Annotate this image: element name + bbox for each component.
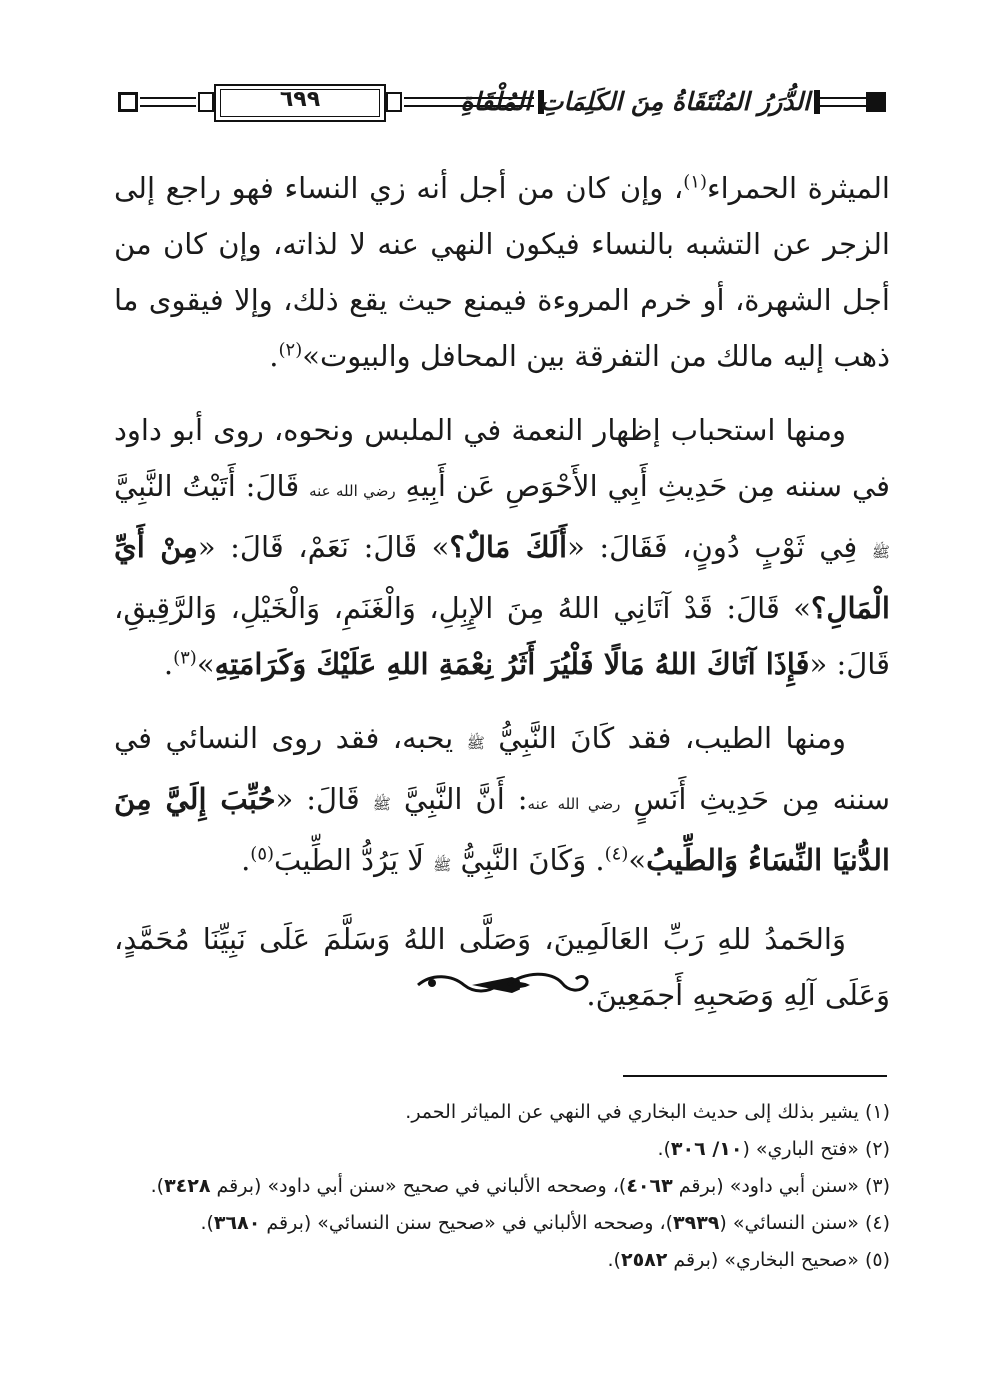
text-run: ومنها استحباب إظهار النعمة في الملبس ونحوه، روى أبو داود في سننه مِن حَدِيثِ أَبِي الأَحْوَصِ عَن أَبِيهِ (114, 413, 890, 503)
footnote-reference-number: ١٠/ ٣٠٦ (670, 1138, 743, 1160)
header-ornament-square-outline (118, 92, 138, 112)
footnote-text: ). (150, 1175, 165, 1197)
paragraph (114, 160, 890, 384)
paragraph (114, 710, 890, 893)
footnote-reference-number: ٣٩٣٩ (673, 1212, 720, 1234)
footnote-number: (٤) (864, 1212, 890, 1234)
page-header (114, 80, 890, 126)
footnote-ref[interactable]: (٤) (604, 843, 629, 865)
text-run: » قَالَ: قَدْ آتَانِي اللهُ مِنَ الإِبِلِ، وَالْغَنَمِ، وَالْخَيْلِ، وَالرَّقِيقِ، قَالَ: « (114, 591, 890, 681)
text-run: . (269, 339, 279, 373)
text-run: . وَكَانَ النَّبِيُّ (460, 843, 605, 877)
salutation-glyph: ﷺ (372, 795, 391, 813)
footnote-reference-number: ٤٠٦٣ (626, 1175, 673, 1197)
text-run: الميثرة الحمراء (706, 171, 890, 205)
header-rule (814, 97, 866, 107)
paragraph (114, 402, 890, 692)
footnote (114, 1205, 890, 1242)
footnote (114, 1094, 890, 1131)
footnote-reference-number: ٢٥٨٢ (620, 1249, 668, 1271)
footnote-text: يشير بذلك إلى حديث البخاري في النهي عن المياثر الحمر. (405, 1101, 859, 1123)
salutation-glyph: ﷺ (433, 856, 452, 874)
honorific-glyph: رضي الله عنه (527, 795, 621, 813)
salutation-glyph: ﷺ (871, 543, 890, 561)
footnote-ref[interactable]: (١) (683, 171, 707, 193)
footnote-ref[interactable]: (٥) (250, 843, 275, 865)
footnote-reference-number: ٣٤٢٨ (164, 1175, 211, 1197)
footnote-separator (623, 1075, 887, 1077)
page-number-box (198, 84, 402, 122)
text-run: يحبه، فقد روى النسائي في سننه مِن حَدِيثِ أَنَسٍ (114, 721, 890, 816)
book-title: الدُّرَرُ المُنْتَقَاةُ مِنَ الكَلِمَاتِ المُلْقَاةِ (460, 87, 810, 116)
text-run: لَا يَرُدُّ الطِّيبَ (274, 843, 424, 877)
hadith-quote: فَإِذَا آتَاكَ اللهُ مَالًا فَلْيُرَ أَثَرُ نِعْمَةِ اللهِ عَلَيْكَ وَكَرَامَتِهِ (214, 647, 810, 681)
header-ornament-square-filled (866, 92, 886, 112)
footnote-text: «سنن أبي داود» (برقم (672, 1175, 859, 1197)
footnote-text: «صحيح البخاري» (برقم (667, 1249, 859, 1271)
footnote-ref[interactable]: (٢) (278, 339, 303, 361)
text-run: » قَالَ: نَعَمْ، قَالَ: « (197, 530, 450, 564)
header-rule (140, 97, 196, 107)
footnote-text: ). (200, 1212, 214, 1234)
footnote-reference-number: ٣٦٨٠ (213, 1212, 261, 1234)
footnote-text: )، وصححه الألباني في «صحيح سنن النسائي» (برقم (260, 1212, 674, 1234)
footnote (114, 1131, 890, 1168)
footnote-text: «سنن النسائي» ( (719, 1212, 859, 1234)
hadith-quote: حُبِّبَ إِلَيَّ مِنَ الدُّنيَا النِّسَاءُ وَالطِّيبُ (114, 782, 890, 877)
footnote-text: ). (657, 1138, 671, 1160)
text-run: قَالَ: « (275, 782, 360, 816)
footnote (114, 1168, 890, 1205)
text-run: ، وإن كان من أجل أنه زي النساء فهو راجع إلى الزجر عن التشبه بالنساء فيكون النهي عنه لا لذاته، وإن كان من أجل الشهرة، أو خرم المروءة فيمنع حيث يقع ذلك، وإلا فيقوى ما ذهب إليه مالك من التفرقة بين المحافل والبيوت» (114, 171, 890, 373)
footnote-ref[interactable]: (٣) (173, 647, 197, 669)
honorific-glyph: رضي الله عنه (309, 482, 396, 500)
hadith-quote: مِنْ أَيِّ الْمَالِ؟ (114, 530, 890, 625)
footnote-text: «فتح الباري» ( (742, 1138, 859, 1160)
text-run: ومنها الطيب، فقد كَانَ النَّبِيُّ (498, 721, 847, 755)
footnote-number: (٢) (864, 1138, 890, 1160)
hadith-quote: أَلَكَ مَالٌ؟ (449, 530, 568, 564)
footnote-number: (٣) (864, 1175, 890, 1197)
closing-paragraph: وَالحَمدُ للهِ رَبِّ العَالَمِينَ، وَصَلَّى اللهُ وَسَلَّمَ عَلَى نَبِيِّنَا مُحَمَّدٍ، وَعَلَى آلِهِ وَصَحبِهِ أَجمَعِينَ. (114, 922, 890, 1012)
footnote-number: (٥) (864, 1249, 890, 1271)
footnote (114, 1242, 890, 1279)
main-text (114, 160, 890, 1041)
text-run: » (628, 843, 647, 877)
text-run: . (163, 647, 174, 681)
footnote-text: ). (607, 1249, 621, 1271)
text-run: » (196, 647, 215, 681)
salutation-glyph: ﷺ (466, 734, 485, 752)
page-number: ٦٩٩ (279, 87, 321, 112)
text-run: : أَنَّ النَّبِيَّ (403, 782, 528, 816)
text-run: قَالَ: أَتَيْتُ النَّبِيَّ (114, 469, 300, 503)
footnotes (114, 1094, 890, 1279)
footnote-number: (١) (864, 1101, 890, 1123)
section-end-ornament-icon (412, 963, 592, 1007)
footnote-text: )، وصححه الألباني في صحيح «سنن أبي داود» (برقم (210, 1175, 627, 1197)
text-run: . (241, 843, 251, 877)
text-run: فِي ثَوْبٍ دُونٍ، فَقَالَ: « (567, 530, 858, 564)
